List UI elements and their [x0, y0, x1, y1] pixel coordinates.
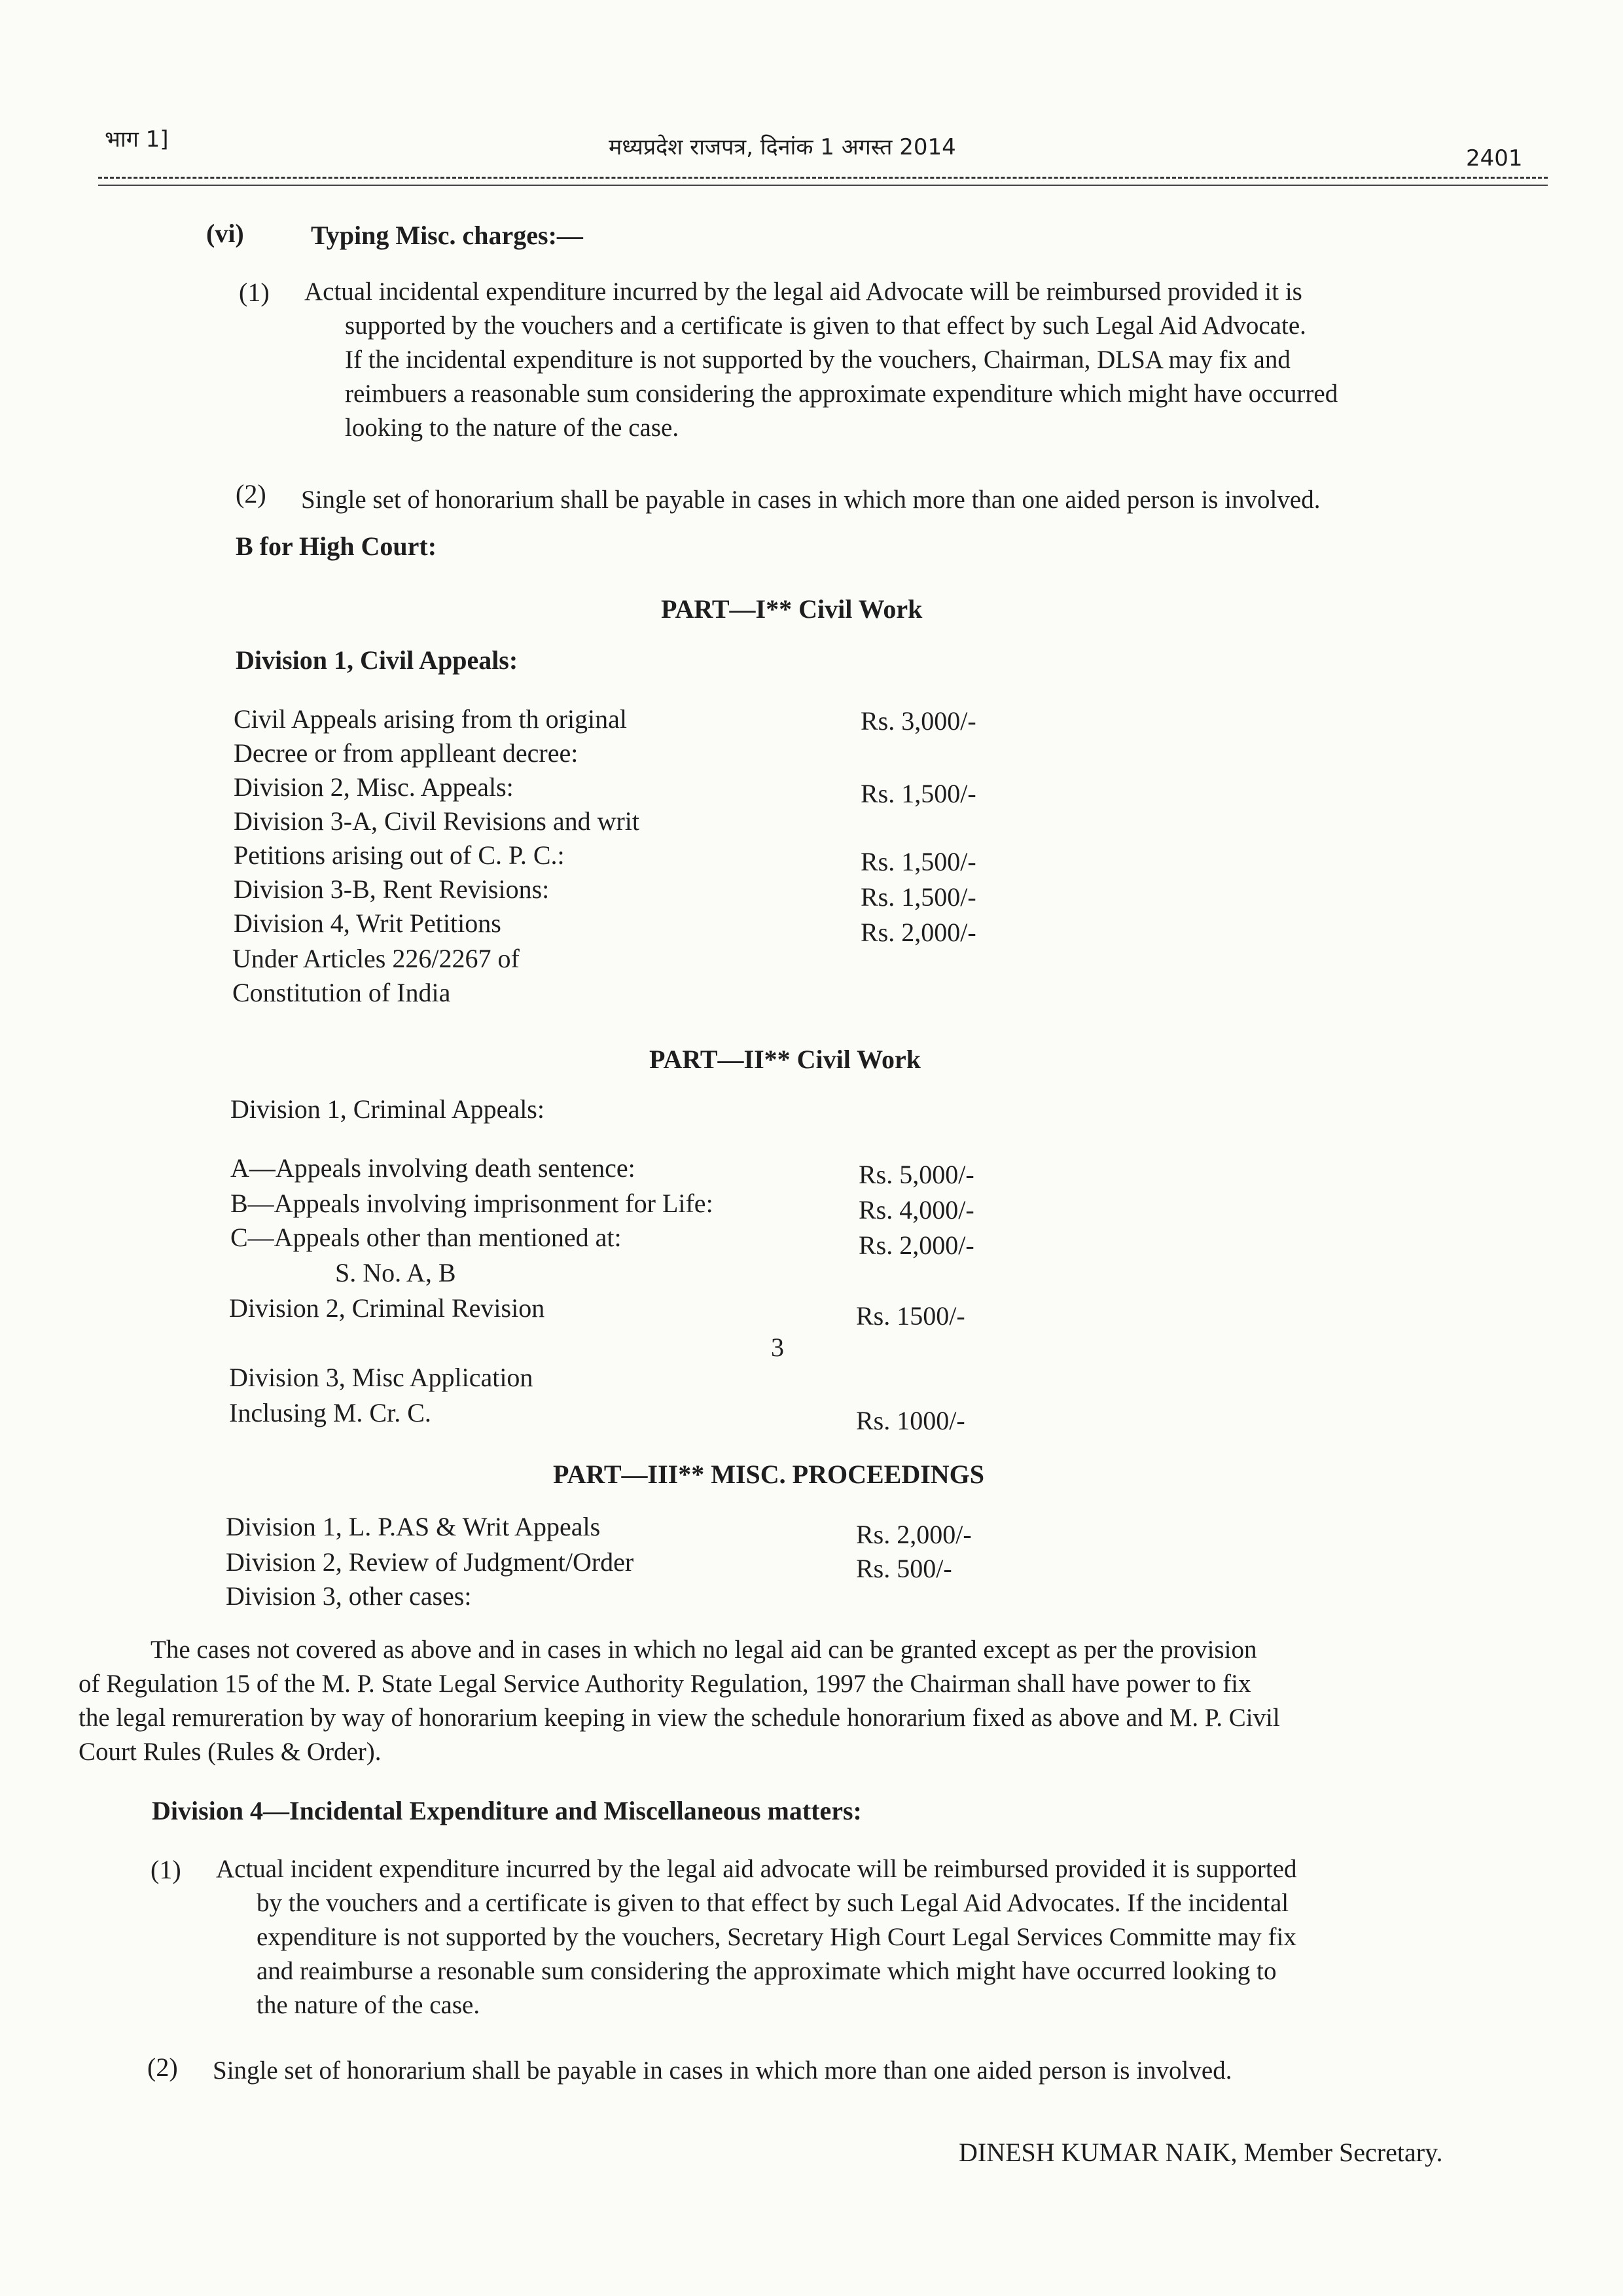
signature: DINESH KUMAR NAIK, Member Secretary. — [959, 2138, 1443, 2167]
page-stray-number: 3 — [771, 1333, 784, 1362]
division4-item1-number: (1) — [151, 1855, 181, 1884]
header-rule — [98, 177, 1548, 179]
part1-row-amount: Rs. 1,500/- — [861, 847, 976, 876]
text-line: by the vouchers and a certificate is given to that effect by such Legal Aid Advocates. If the incidental — [257, 1889, 1289, 1917]
text-line: looking to the nature of the case. — [345, 414, 679, 442]
division4-heading: Division 4—Incidental Expenditure and Miscellaneous matters: — [152, 1796, 862, 1825]
text-line: Actual incident expenditure incurred by the legal aid advocate will be reimbursed provided it is supported — [216, 1855, 1297, 1883]
part1-row: Civil Appeals arising from th original — [234, 704, 628, 734]
section-vi-item1-number: (1) — [239, 278, 270, 307]
section-vi-item1-text — [304, 275, 1541, 445]
part2-row-amount: Rs. 1500/- — [856, 1301, 965, 1331]
part2-row: Division 2, Criminal Revision — [229, 1293, 545, 1323]
part2-row: Division 3, Misc Application — [229, 1363, 533, 1392]
text-line: of Regulation 15 of the M. P. State Legal Service Authority Regulation, 1997 the Chairman shall have power to fix — [79, 1670, 1251, 1698]
part1-row: Constitution of India — [232, 978, 451, 1007]
part2-division-heading: Division 1, Criminal Appeals: — [230, 1094, 544, 1124]
text-line: reimbuers a reasonable sum considering the approximate expenditure which might have occurred — [345, 380, 1338, 408]
section-vi-number: (vi) — [206, 219, 244, 248]
header-gazette-title: मध्यप्रदेश राजपत्र, दिनांक 1 अगस्त 2014 — [609, 134, 956, 160]
part1-division-heading: Division 1, Civil Appeals: — [236, 645, 518, 675]
division4-item1-text — [216, 1852, 1551, 2022]
section-vi-title: Typing Misc. charges:— — [311, 221, 583, 250]
text-line: the legal remureration by way of honorarium keeping in view the schedule honorarium fixed as above and M. P. Civil — [79, 1704, 1280, 1732]
part1-row: Division 3-A, Civil Revisions and writ — [234, 806, 639, 836]
part2-row: Inclusing M. Cr. C. — [229, 1398, 431, 1427]
part2-row-amount: Rs. 4,000/- — [859, 1195, 974, 1225]
part1-row-amount: Rs. 2,000/- — [861, 918, 976, 947]
division4-item2-number: (2) — [147, 2053, 178, 2082]
section-vi-item2-number: (2) — [236, 479, 266, 509]
text-line: Actual incidental expenditure incurred by the legal aid Advocate will be reimbursed provided it is — [304, 278, 1302, 306]
part3-title: PART—III** MISC. PROCEEDINGS — [553, 1460, 985, 1489]
part1-row-amount: Rs. 1,500/- — [861, 882, 976, 912]
part2-row-amount: Rs. 5,000/- — [859, 1160, 974, 1189]
part2-title: PART—II** Civil Work — [649, 1045, 921, 1074]
part1-row: Division 4, Writ Petitions — [234, 908, 501, 938]
part2-row-amount: Rs. 2,000/- — [859, 1230, 974, 1260]
part1-row: Under Articles 226/2267 of — [232, 944, 520, 973]
section-vi-item2-text: Single set of honorarium shall be payable in cases in which more than one aided person is involved. — [301, 486, 1321, 514]
part1-row: Division 3-B, Rent Revisions: — [234, 874, 550, 904]
text-line: If the incidental expenditure is not supported by the vouchers, Chairman, DLSA may fix and — [345, 346, 1291, 374]
part3-row-amount: Rs. 2,000/- — [856, 1520, 972, 1549]
header-rule-secondary — [98, 185, 1548, 186]
part2-row-amount: Rs. 1000/- — [856, 1406, 965, 1435]
part3-row-amount: Rs. 500/- — [856, 1554, 952, 1583]
part1-row-amount: Rs. 3,000/- — [861, 706, 976, 736]
part2-row: A—Appeals involving death sentence: — [230, 1153, 635, 1183]
part1-row: Division 2, Misc. Appeals: — [234, 772, 514, 802]
part3-row: Division 3, other cases: — [226, 1581, 472, 1611]
part1-row: Decree or from applleant decree: — [234, 738, 579, 768]
text-line: supported by the vouchers and a certificate is given to that effect by such Legal Aid Advocate. — [345, 312, 1306, 340]
part2-row: C—Appeals other than mentioned at: — [230, 1223, 622, 1252]
text-line: the nature of the case. — [257, 1991, 480, 2019]
part1-title: PART—I** Civil Work — [661, 594, 923, 624]
header-part-label: भाग 1] — [105, 126, 169, 152]
part1-row-amount: Rs. 1,500/- — [861, 779, 976, 808]
part1-row: Petitions arising out of C. P. C.: — [234, 840, 565, 870]
note-paragraph — [79, 1633, 1558, 1769]
text-line: Court Rules (Rules & Order). — [79, 1738, 382, 1766]
text-line: expenditure is not supported by the vouchers, Secretary High Court Legal Services Committe may fix — [257, 1923, 1296, 1951]
text-line: The cases not covered as above and in cases in which no legal aid can be granted except as per the provision — [151, 1636, 1257, 1664]
high-court-heading: B for High Court: — [236, 531, 437, 561]
page-number: 2401 — [1466, 145, 1523, 171]
text-line: and reaimburse a resonable sum considering the approximate which might have occurred looking to — [257, 1957, 1277, 1985]
part2-row: B—Appeals involving imprisonment for Life: — [230, 1189, 713, 1218]
part3-row: Division 1, L. P.AS & Writ Appeals — [226, 1512, 601, 1541]
part3-row: Division 2, Review of Judgment/Order — [226, 1547, 634, 1577]
division4-item2-text: Single set of honorarium shall be payable in cases in which more than one aided person is involved. — [213, 2056, 1232, 2085]
part2-row: S. No. A, B — [335, 1258, 456, 1287]
